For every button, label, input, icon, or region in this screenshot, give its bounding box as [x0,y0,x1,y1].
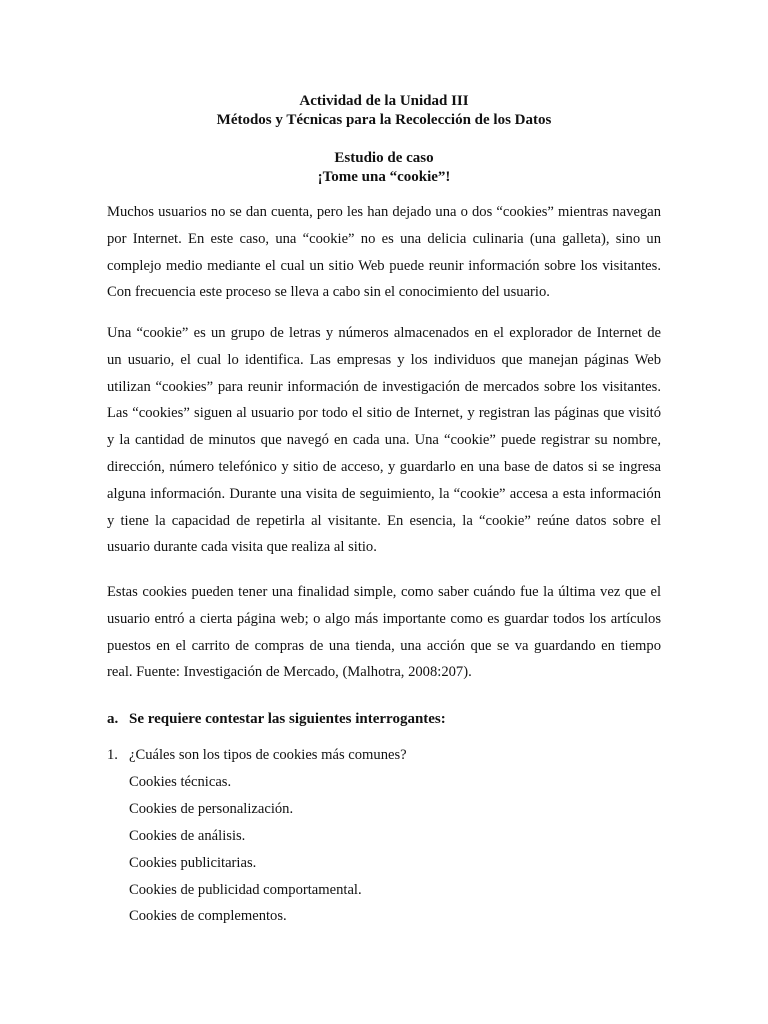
paragraph-1 [107,199,661,306]
question-item [107,742,407,769]
paragraph-line: Con frecuencia este proceso se lleva a cabo sin el conocimiento del usuario. [107,284,550,301]
paragraph-line: por Internet. En este caso, una “cookie” no es una delicia culinaria (una galleta), sino un [107,230,661,247]
paragraph-line: puestos en el carrito de compras de una tienda, una acción que se va guardando en tiempo [107,637,661,654]
paragraph-line: Una “cookie” es un grupo de letras y números almacenados en el explorador de Internet de [107,325,661,341]
case-label: Estudio de caso [334,150,434,166]
question-number: 1. [107,747,118,763]
section-heading [107,709,446,729]
paragraph-line: Las “cookies” siguen al usuario por todo el sitio de Internet, y registran las páginas que visitó [107,405,661,422]
paragraph-line: complejo medio mediante el cual un sitio Web puede reunir información sobre los visitantes. [107,257,661,274]
paragraph-line: real. Fuente: Investigación de Mercado, (Malhotra, 2008:207). [107,664,472,681]
section-marker: a. [107,711,119,727]
paragraph-2 [107,320,661,561]
section-heading-text: Se requiere contestar las siguientes interrogantes: [129,711,446,727]
paragraph-line: utilizan “cookies” para reunir información de investigación de mercados sobre los visitantes. [107,378,661,395]
answer-item: Cookies de personalización. [129,800,294,817]
answer-item: Cookies de complementos. [129,908,287,925]
question-text: ¿Cuáles son los tipos de cookies más comunes? [129,747,407,763]
answer-item: Cookies de análisis. [129,827,246,844]
paragraph-line: usuario entró a cierta página web; o algo más importante como es guardar todos los artículos [107,610,661,627]
case-title: ¡Tome una “cookie”! [317,169,451,185]
paragraph-line: alguna información. Durante una visita de seguimiento, la “cookie” accesa a esta información [107,485,661,502]
paragraph-line: Estas cookies pueden tener una finalidad simple, como saber cuándo fue la última vez que el [107,584,661,600]
title-line-1: Actividad de la Unidad III [299,93,469,109]
paragraph-line: Muchos usuarios no se dan cuenta, pero les han dejado una o dos “cookies” mientras navegan [107,204,661,220]
answer-item: Cookies de publicidad comportamental. [129,881,362,898]
paragraph-line: y tiene la capacidad de repetirla al visitante. En esencia, la “cookie” reúne datos sobre el [107,512,661,529]
title-line-2: Métodos y Técnicas para la Recolección de los Datos [216,112,552,128]
answer-item: Cookies técnicas. [129,773,232,790]
paragraph-line: usuario durante cada visita que realiza al sitio. [107,539,377,556]
paragraph-3 [107,579,661,686]
document-title [0,92,768,130]
paragraph-line: dirección, número telefónico y sitio de acceso, y guardarlo en una base de datos si se ingresa [107,458,661,475]
case-title-block [0,149,768,187]
paragraph-line: y la cantidad de minutos que navegó en cada una. Una “cookie” puede registrar su nombre, [107,432,661,449]
paragraph-line: un usuario, el cual lo identifica. Las empresas y los individuos que manejan páginas Web [107,351,661,368]
answer-item: Cookies publicitarias. [129,854,257,871]
question-list [107,742,407,930]
